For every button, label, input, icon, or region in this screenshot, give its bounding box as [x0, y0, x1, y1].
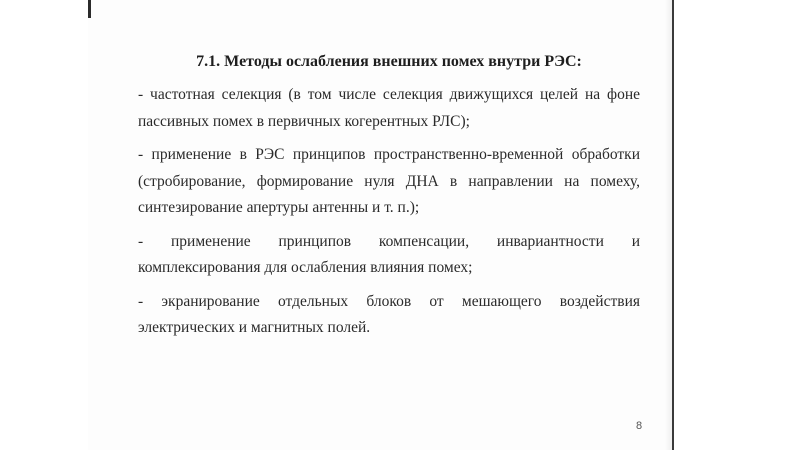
page-right-edge	[672, 0, 674, 450]
section-heading: 7.1. Методы ослабления внешних помех внутри РЭС:	[196, 53, 582, 70]
list-item-space-time-processing: - применение в РЭС принципов пространственно-временной обработки (стробирование, формирование нуля ДНА в направлении на помеху, синтезирование апертуры антенны и т. п.);	[138, 146, 640, 216]
page-content	[138, 50, 640, 349]
page-right-shadow	[665, 0, 672, 450]
list-item-compensation-principles: - применение принципов компенсации, инвариантности и комплексирования для ослабления влияния помех;	[138, 232, 640, 276]
page-number: 8	[636, 420, 643, 432]
list-item-shielding: - экранирование отдельных блоков от мешающего воздействия электрических и магнитных полей.	[138, 292, 640, 336]
list-item-frequency-selection: - частотная селекция (в том числе селекция движущихся целей на фоне пассивных помех в первичных когерентных РЛС);	[138, 86, 640, 130]
page-left-edge	[88, 0, 91, 18]
